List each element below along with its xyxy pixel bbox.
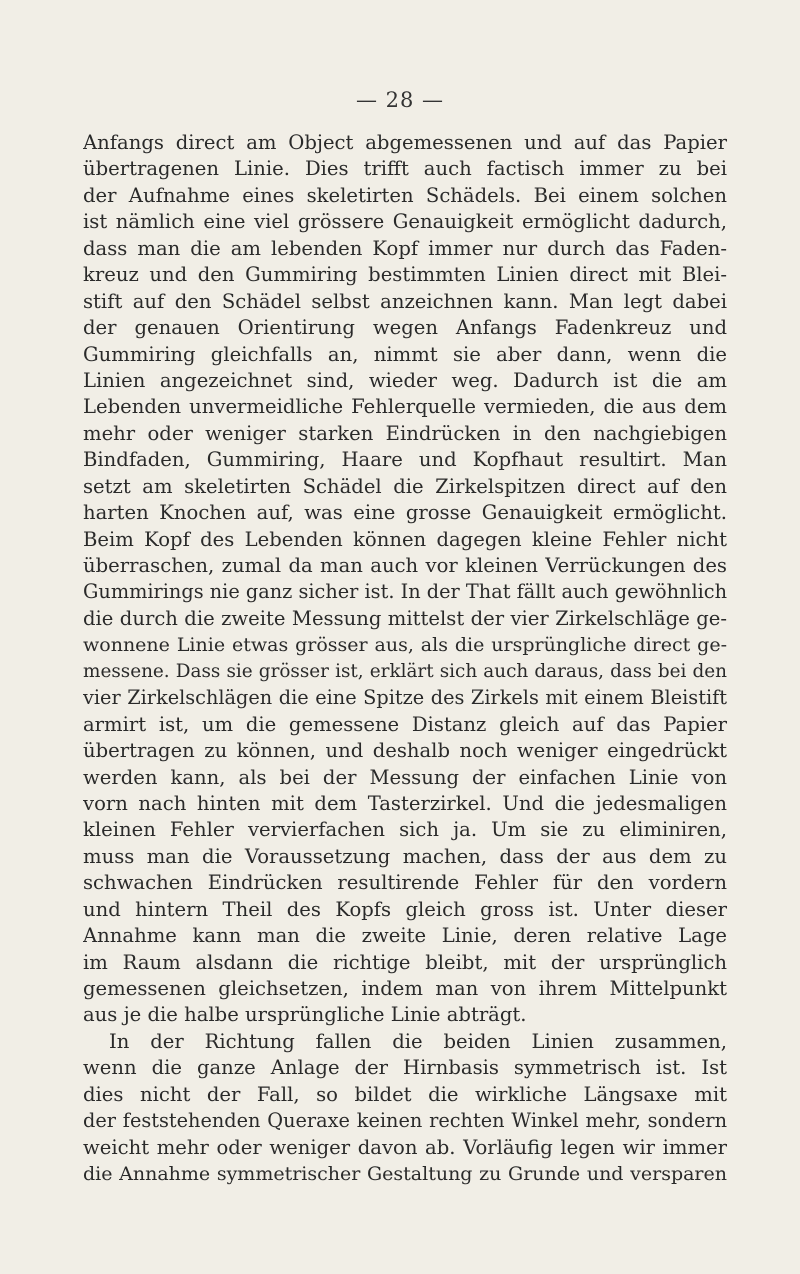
text-line: mehr oder weniger starken Eindrücken in den nachgiebigen xyxy=(83,421,727,445)
text-line: kleinen Fehler vervierfachen sich ja. Um sie zu eliminiren, xyxy=(83,818,727,842)
text-line: Beim Kopf des Lebenden können dagegen kleine Fehler nicht xyxy=(83,527,727,551)
text-line: und hintern Theil des Kopfs gleich gross ist. Unter dieser xyxy=(83,897,727,921)
text-line: muss man die Voraussetzung machen, dass der aus dem zu xyxy=(83,844,727,868)
text-line: die durch die zweite Messung mittelst der vier Zirkelschläge ge- xyxy=(83,606,727,630)
text-line: schwachen Eindrücken resultirende Fehler für den vordern xyxy=(83,871,727,895)
text-line: Lebenden unvermeidliche Fehlerquelle vermieden, die aus dem xyxy=(83,395,727,419)
text-line: messene. Dass sie grösser ist, erklärt sich auch daraus, dass bei den xyxy=(83,660,727,682)
text-line: Annahme kann man die zweite Linie, deren relative Lage xyxy=(83,924,727,948)
text-line: kreuz und den Gummiring bestimmten Linien direct mit Blei- xyxy=(83,263,727,287)
paragraph-start-line: In der Richtung fallen die beiden Linien zusammen, xyxy=(109,1029,727,1053)
body-text xyxy=(83,130,727,1188)
text-line: Linien angezeichnet sind, wieder weg. Dadurch ist die am xyxy=(83,368,727,392)
text-line: Anfangs direct am Object abgemessenen und auf das Papier xyxy=(83,131,727,154)
text-line: setzt am skeletirten Schädel die Zirkelspitzen direct auf den xyxy=(83,474,727,498)
text-line: Gummiring gleichfalls an, nimmt sie aber dann, wenn die xyxy=(83,342,727,366)
text-line: Gummirings nie ganz sicher ist. In der That fällt auch gewöhnlich xyxy=(83,580,727,604)
paragraph-end-line: aus je die halbe ursprüngliche Linie abträgt. xyxy=(83,1003,527,1027)
text-line: ist nämlich eine viel grössere Genauigkeit ermöglicht dadurch, xyxy=(83,210,727,234)
text-line: wenn die ganze Anlage der Hirnbasis symmetrisch ist. Ist xyxy=(83,1056,727,1080)
text-line: der feststehenden Queraxe keinen rechten Winkel mehr, sondern xyxy=(83,1109,727,1133)
text-line: armirt ist, um die gemessene Distanz gleich auf das Papier xyxy=(83,712,727,736)
text-line: im Raum alsdann die richtige bleibt, mit der ursprünglich xyxy=(83,950,727,974)
text-line: übertragenen Linie. Dies trifft auch factisch immer zu bei xyxy=(83,157,727,181)
text-line: vier Zirkelschlägen die eine Spitze des Zirkels mit einem Bleistift xyxy=(83,686,727,710)
text-line: dass man die am lebenden Kopf immer nur durch das Faden- xyxy=(83,236,727,260)
text-line: gemessenen gleichsetzen, indem man von ihrem Mittelpunkt xyxy=(83,977,727,1000)
text-line: überraschen, zumal da man auch vor kleinen Verrückungen des xyxy=(83,554,727,577)
text-line: wonnene Linie etwas grösser aus, als die ursprüngliche direct ge- xyxy=(83,634,727,657)
text-line: stift auf den Schädel selbst anzeichnen kann. Man legt dabei xyxy=(83,289,727,313)
text-line: der Aufnahme eines skeletirten Schädels. Bei einem solchen xyxy=(83,183,727,207)
text-line: die Annahme symmetrischer Gestaltung zu Grunde und versparen xyxy=(83,1163,727,1186)
text-line: harten Knochen auf, was eine grosse Genauigkeit ermöglicht. xyxy=(83,501,727,525)
text-line: übertragen zu können, und deshalb noch weniger eingedrückt xyxy=(83,739,727,763)
text-line: Bindfaden, Gummiring, Haare und Kopfhaut resultirt. Man xyxy=(83,448,727,472)
text-line: werden kann, als bei der Messung der einfachen Linie von xyxy=(83,765,727,789)
text-line: der genauen Orientirung wegen Anfangs Fadenkreuz und xyxy=(83,316,727,340)
page-number: — 28 — xyxy=(355,88,445,112)
text-line: weicht mehr oder weniger davon ab. Vorläufig legen wir immer xyxy=(83,1135,727,1159)
text-line: vorn nach hinten mit dem Tasterzirkel. Und die jedesmaligen xyxy=(83,791,727,815)
text-line: dies nicht der Fall, so bildet die wirkliche Längsaxe mit xyxy=(83,1082,727,1106)
